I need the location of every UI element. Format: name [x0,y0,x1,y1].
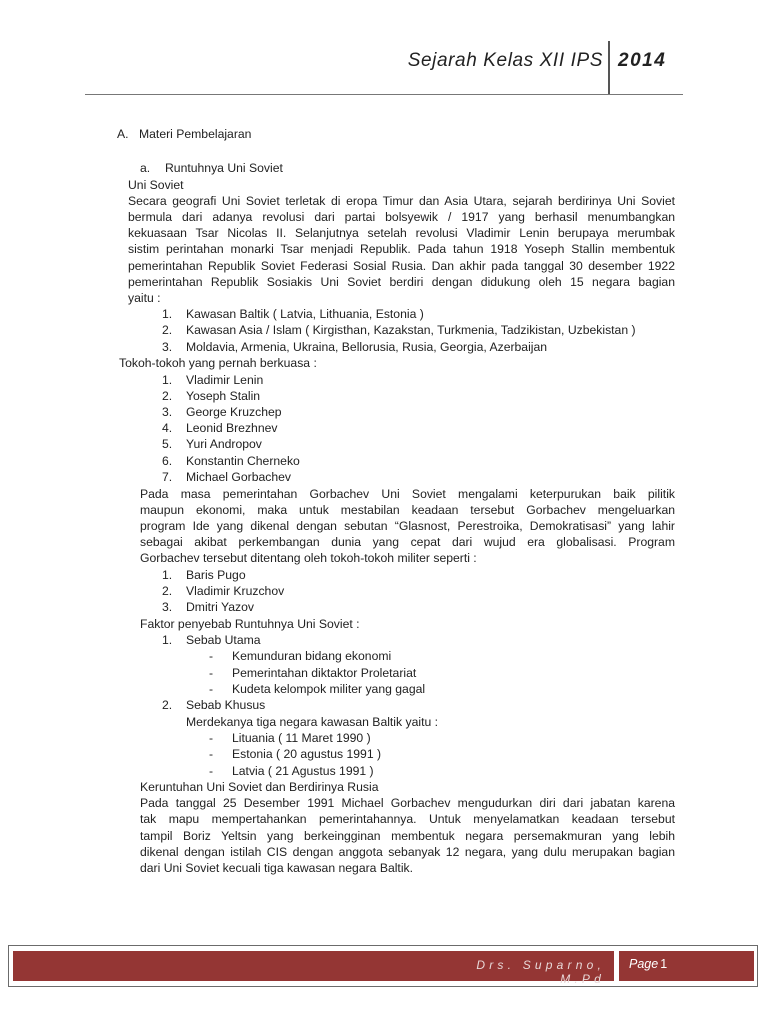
intro-line-5: pemerintahan Republik Soviet Federasi Sosial Rusia. Dan akhir pada tanggal 30 desember 1922 [128,259,675,273]
list-dash: - [209,666,214,680]
footer-page [629,957,667,971]
intro-line-6: pemerintahan Republik Sosiakis Uni Soviet berdiri dengan didukung oleh 15 negara bagian [128,275,675,289]
factor-subitem: Estonia ( 20 agustus 1991 ) [232,747,382,761]
list-dash: - [209,764,214,778]
leader-number: 7. [162,470,173,484]
header-divider [608,41,610,95]
factor-title: Sebab Utama [186,633,261,647]
intro-line-1: Secara geografi Uni Soviet terletak di eropa Timur dan Asia Utara, sejarah berdirinya Uni Soviet [128,194,675,208]
gorbachev-line-3: program Ide yang dikenal dengan sebutan “Glasnost, Perestroika, Demokratisasi” yang lahir [140,519,675,533]
collapse-line-2: tak mapu mempertahankan pemerintahannya. Untuk menyelamatkan keadaan tersebut [140,812,675,826]
subsection-letter: a. [140,161,151,175]
footer-page-number: 1 [660,957,668,971]
opponent-item: Baris Pugo [186,568,246,582]
region-number: 2. [162,323,173,337]
leader-number: 6. [162,454,173,468]
section-title: Materi Pembelajaran [139,127,252,141]
region-item: Kawasan Baltik ( Latvia, Lithuania, Estonia ) [186,307,424,321]
region-number: 1. [162,307,173,321]
opponent-number: 1. [162,568,173,582]
section-letter: A. [117,127,129,141]
list-dash: - [209,747,214,761]
leader-number: 5. [162,437,173,451]
list-dash: - [209,731,214,745]
factor-subitem: Kemunduran bidang ekonomi [232,649,392,663]
leader-item: Yoseph Stalin [186,389,261,403]
gorbachev-line-4: sebagai akibat perkembangan dunia yang cepat dari wujud era globalisasi. Program [140,535,675,549]
footer-author: Drs. Suparno, M.Pd [476,958,605,986]
opponent-number: 3. [162,600,173,614]
opponent-item: Vladimir Kruzchov [186,584,285,598]
intro-line-2: bermula dari adanya revolusi dari partai bolsyewik / 1917 yang berhasil menumbangkan [128,210,675,224]
header-year: 2014 [618,50,667,71]
leader-item: Michael Gorbachev [186,470,291,484]
region-number: 3. [162,340,173,354]
leader-number: 3. [162,405,173,419]
leader-number: 2. [162,389,173,403]
collapse-line-5: dari Uni Soviet kecuali tiga kawasan negara Baltik. [140,861,414,875]
intro-heading: Uni Soviet [128,178,184,192]
leader-item: George Kruzchep [186,405,282,419]
leader-item: Leonid Brezhnev [186,421,278,435]
factor-subheading: Merdekanya tiga negara kawasan Baltik yaitu : [186,715,439,729]
gorbachev-line-1: Pada masa pemerintahan Gorbachev Uni Soviet mengalami keterpurukan baik pilitik [140,487,675,501]
collapse-line-4: dikenal dengan istilah CIS dengan anggota sebanyak 12 negara, yang dulu merupakan bagian [140,845,675,859]
factor-subitem: Kudeta kelompok militer yang gagal [232,682,426,696]
intro-line-4: sistim perintahan monarki Tsar menjadi Republik. Pada tahun 1918 Yoseph Stallin membentuk [128,242,675,256]
header-rule [85,94,683,95]
opponent-number: 2. [162,584,173,598]
region-item: Kawasan Asia / Islam ( Kirgisthan, Kazakstan, Turkmenia, Tadzikistan, Uzbekistan ) [186,323,636,337]
factor-subitem: Lituania ( 11 Maret 1990 ) [232,731,371,745]
opponent-item: Dmitri Yazov [186,600,254,614]
leader-item: Vladimir Lenin [186,373,264,387]
leader-item: Yuri Andropov [186,437,262,451]
leader-item: Konstantin Cherneko [186,454,300,468]
leaders-heading: Tokoh-tokoh yang pernah berkuasa : [119,356,317,370]
gorbachev-line-2: maupun ekonomi, maka untuk mestabilan keadaan tersebut Gorbachev mengeluarkan [140,503,675,517]
subsection-title: Runtuhnya Uni Soviet [165,161,283,175]
factor-number: 2. [162,698,173,712]
factor-subitem: Pemerintahan diktaktor Proletariat [232,666,417,680]
region-item: Moldavia, Armenia, Ukraina, Bellorusia, Rusia, Georgia, Azerbaijan [186,340,548,354]
factor-title: Sebab Khusus [186,698,266,712]
gorbachev-line-5: Gorbachev tersebut ditentang oleh tokoh-tokoh militer seperti : [140,551,477,565]
factor-subitem: Latvia ( 21 Agustus 1991 ) [232,764,374,778]
collapse-line-3: tampil Boriz Yeltsin yang berkeingginan membentuk negara persemakmuran yang lebih [140,829,675,843]
factor-number: 1. [162,633,173,647]
intro-line-7: yaitu : [128,291,161,305]
leader-number: 4. [162,421,173,435]
header-title: Sejarah Kelas XII IPS [407,50,603,71]
footer-page-label: Page [629,957,659,971]
list-dash: - [209,682,214,696]
collapse-heading: Keruntuhan Uni Soviet dan Berdirinya Rusia [140,780,379,794]
list-dash: - [209,649,214,663]
factors-heading: Faktor penyebab Runtuhnya Uni Soviet : [140,617,360,631]
collapse-line-1: Pada tanggal 25 Desember 1991 Michael Gorbachev mengudurkan diri dari jabatan karena [140,796,675,810]
leader-number: 1. [162,373,173,387]
intro-line-3: kekuasaan Tsar Nicolas II. Selanjutnya setelah revolusi Vladimir Lenin berupaya merumbak [128,226,675,240]
